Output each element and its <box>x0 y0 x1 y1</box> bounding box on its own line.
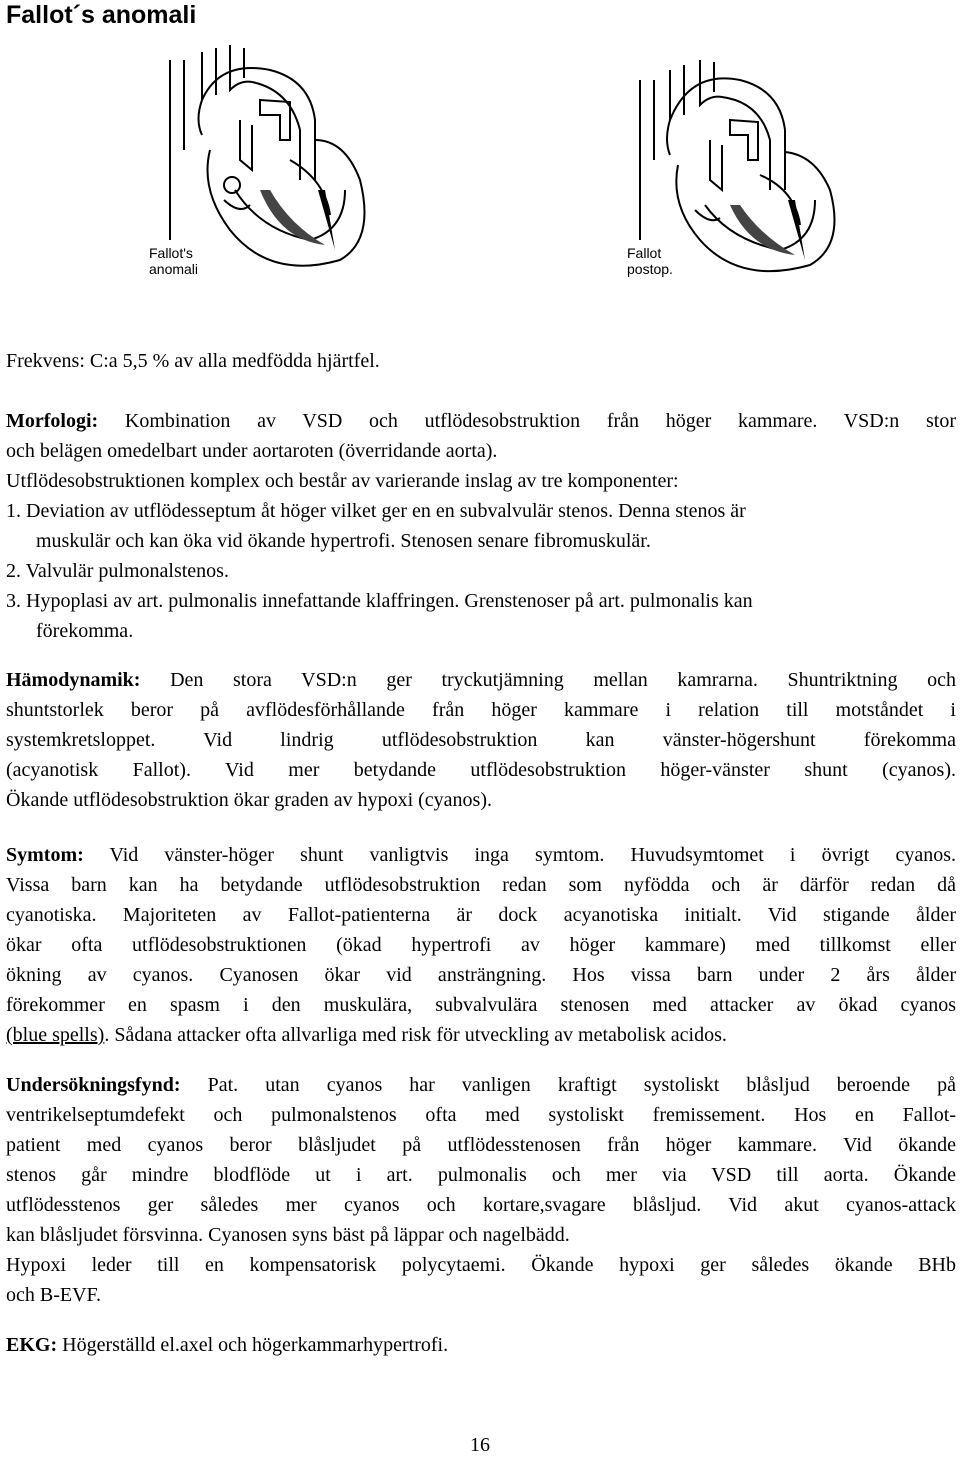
morfologi-text: Kombination av VSD och utflödesobstruktion från höger kammare. VSD:n stor <box>98 410 956 432</box>
morfologi-line: Utflödesobstruktionen komplex och består av varierande inslag av tre komponenter: <box>6 470 679 492</box>
ekg-line <box>6 1330 956 1360</box>
morfologi-line: och belägen omedelbart under aortaroten (överridande aorta). <box>6 440 498 462</box>
caption-line: Fallot's <box>149 245 193 261</box>
heart-diagram-fallot-postop <box>620 40 860 290</box>
heart-diagram-fallot <box>140 40 380 290</box>
symtom-text: . Sådana attacker ofta allvarliga med risk för utveckling av metabolisk acidos. <box>104 1024 727 1046</box>
undersokning-line: och B-EVF. <box>6 1284 102 1306</box>
symtom-text: Vid vänster-höger shunt vanligtvis inga symtom. Huvudsymtomet i övrigt cyanos. <box>83 844 956 866</box>
symtom-line: ökar ofta utflödesobstruktionen (ökad hypertrofi av höger kammare) med tillkomst eller <box>6 934 956 956</box>
hamodynamik-text: Den stora VSD:n ger tryckutjämning mellan kamrarna. Shuntriktning och <box>140 669 956 691</box>
undersokning-heading: Undersökningsfynd: <box>6 1074 181 1096</box>
blue-spells-term: (blue spells) <box>6 1024 105 1046</box>
undersokning-line: kan blåsljudet försvinna. Cyanosen syns bäst på läppar och nagelbädd. <box>6 1224 570 1246</box>
symtom-line <box>6 840 956 870</box>
symtom-line: cyanotiska. Majoriteten av Fallot-patienterna är dock acyanotiska initialt. Vid stigande ålder <box>6 904 956 926</box>
frekvens-text: Frekvens: C:a 5,5 % av alla medfödda hjärtfel. <box>6 350 380 372</box>
figure-caption <box>148 245 199 277</box>
morfologi-list-item: 2. Valvulär pulmonalstenos. <box>6 560 229 582</box>
ekg-section <box>6 1330 956 1360</box>
symtom-line: ökning av cyanos. Cyanosen ökar vid ansträngning. Hos vissa barn under 2 års ålder <box>6 964 956 986</box>
undersokning-line: stenos går mindre blodflöde ut i art. pulmonalis och mer via VSD till aorta. Ökande <box>6 1164 956 1186</box>
undersokning-line: ventrikelseptumdefekt och pulmonalstenos ofta med systoliskt fremissement. Hos en Fallot- <box>6 1104 956 1126</box>
morfologi-line <box>6 406 956 436</box>
symtom-line: Vissa barn kan ha betydande utflödesobstruktion redan som nyfödda och är därför redan då <box>6 874 956 896</box>
caption-line: Fallot <box>627 245 662 261</box>
figure-caption <box>626 245 674 277</box>
morfologi-list-item-continued: förekomma. <box>36 620 134 642</box>
hamodynamik-line: systemkretsloppet. Vid lindrig utflödesobstruktion kan vänster-högershunt förekomma <box>6 729 956 751</box>
hamodynamik-line: shuntstorlek beror på avflödesförhållande från höger kammare i relation till motståndet i <box>6 699 956 721</box>
symtom-line: förekommer en spasm i den muskulära, subvalvulära stenosen med attacker av ökad cyanos <box>6 994 956 1016</box>
symtom-section <box>6 840 956 1050</box>
page-title: Fallot´s anomali <box>6 1 197 29</box>
frekvens-paragraph <box>6 346 956 376</box>
undersokningsfynd-section <box>6 1070 956 1310</box>
symtom-line <box>6 1020 956 1050</box>
hamodynamik-heading: Hämodynamik: <box>6 669 141 691</box>
page-number: 16 <box>470 1434 490 1456</box>
hamodynamik-section <box>6 665 956 815</box>
caption-line: postop. <box>627 261 673 277</box>
symtom-heading: Symtom: <box>6 844 84 866</box>
hamodynamik-line <box>6 665 956 695</box>
undersokning-text: Pat. utan cyanos har vanligen kraftigt systoliskt blåsljud beroende på <box>180 1074 956 1096</box>
morfologi-list-item: 1. Deviation av utflödesseptum åt höger vilket ger en en subvalvulär stenos. Denna stenos är <box>6 500 746 522</box>
undersokning-line <box>6 1070 956 1100</box>
morfologi-section <box>6 406 956 646</box>
ekg-heading: EKG: <box>6 1334 58 1356</box>
morfologi-list-item: 3. Hypoplasi av art. pulmonalis innefattande klaffringen. Grenstenoser på art. pulmonalis kan <box>6 590 753 612</box>
morfologi-heading: Morfologi: <box>6 410 99 432</box>
ekg-text: Högerställd el.axel och högerkammarhypertrofi. <box>57 1334 449 1356</box>
hamodynamik-line: (acyanotisk Fallot). Vid mer betydande utflödesobstruktion höger-vänster shunt (cyanos). <box>6 759 956 781</box>
undersokning-line: patient med cyanos beror blåsljudet på utflödesstenosen från höger kammare. Vid ökande <box>6 1134 956 1156</box>
undersokning-line: Hypoxi leder till en kompensatorisk polycytaemi. Ökande hypoxi ger således ökande BHb <box>6 1254 956 1276</box>
morfologi-list-item-continued: muskulär och kan öka vid ökande hypertrofi. Stenosen senare fibromuskulär. <box>36 530 651 552</box>
undersokning-line: utflödesstenos ger således mer cyanos och kortare,svagare blåsljud. Vid akut cyanos-attack <box>6 1194 956 1216</box>
caption-line: anomali <box>149 261 199 277</box>
hamodynamik-line: Ökande utflödesobstruktion ökar graden av hypoxi (cyanos). <box>6 789 492 811</box>
